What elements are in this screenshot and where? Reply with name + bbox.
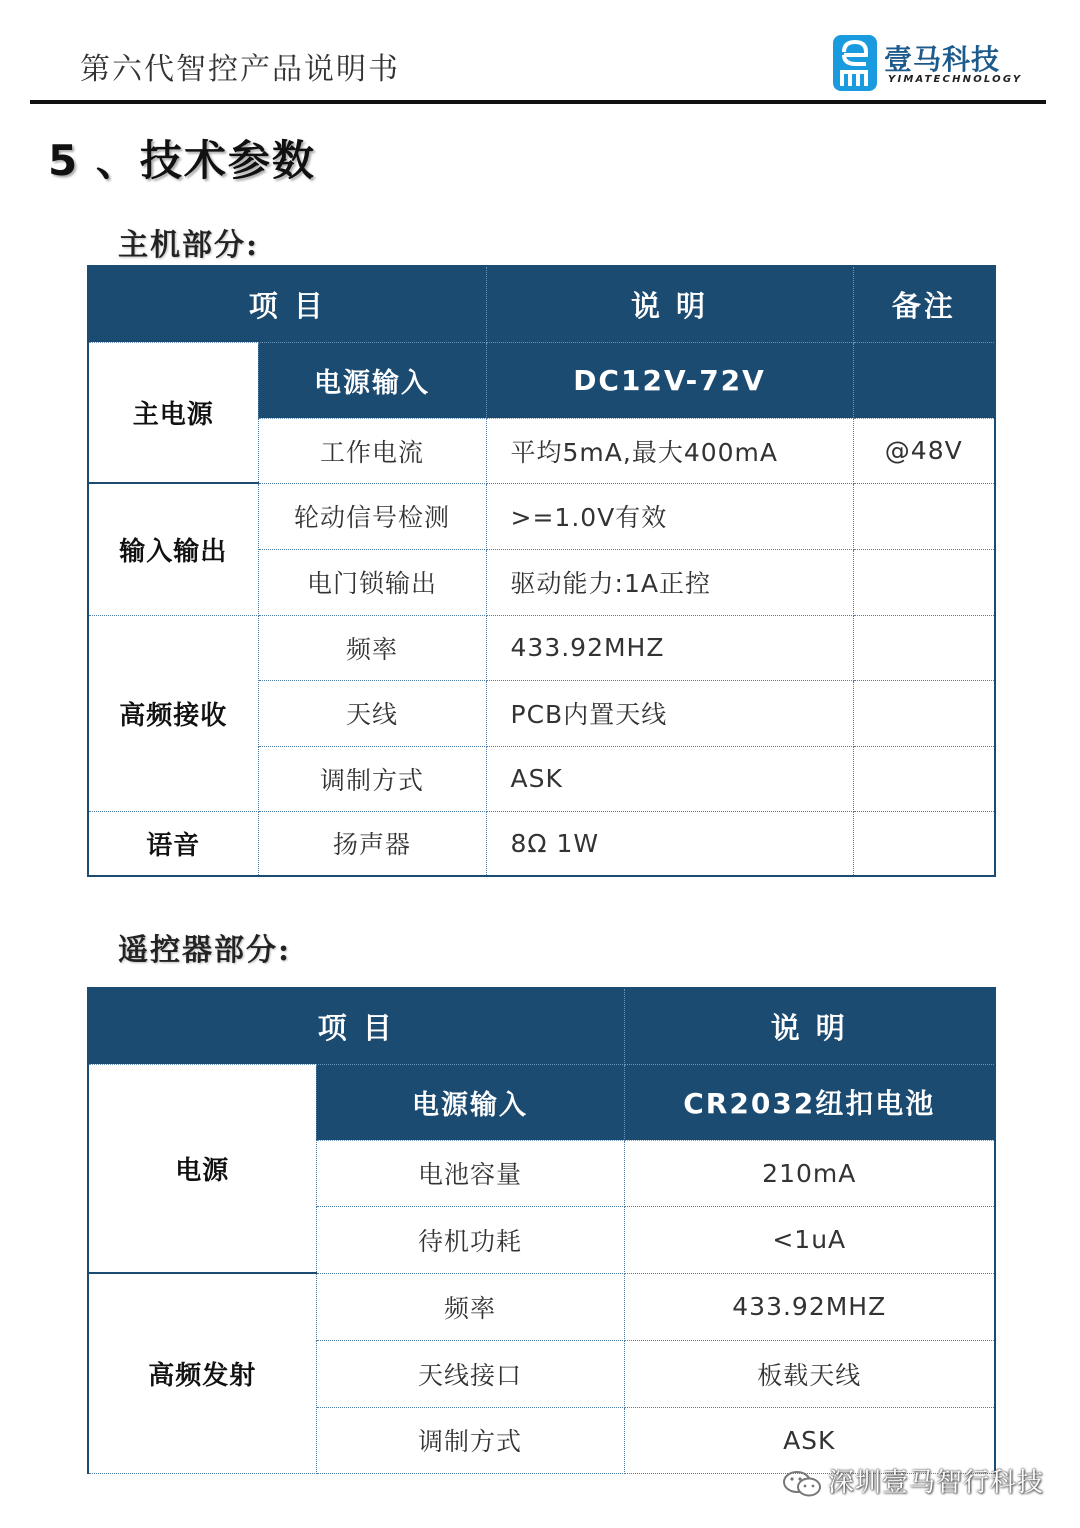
row-note	[853, 483, 995, 549]
row-label: 调制方式	[258, 746, 486, 811]
row-label: 电池容量	[316, 1140, 624, 1206]
row-label: 轮动信号检测	[258, 483, 486, 549]
row-label: 电门锁输出	[258, 549, 486, 615]
logo-name: 壹马科技	[884, 43, 1001, 76]
row-value: 433.92MHZ	[486, 615, 853, 680]
row-value: ASK	[486, 746, 853, 811]
table-header-row	[88, 266, 995, 342]
row-label: 工作电流	[258, 418, 486, 483]
wechat-icon	[782, 1469, 822, 1499]
row-value: ASK	[624, 1407, 995, 1473]
row-value: 8Ω 1W	[486, 811, 853, 876]
row-value: 驱动能力:1A正控	[486, 549, 853, 615]
row-note	[853, 811, 995, 876]
table-row	[88, 1273, 995, 1340]
logo-subtitle: YIMATECHNOLOGY	[888, 74, 1023, 85]
watermark-text: 深圳壹马智行科技	[828, 1468, 1045, 1498]
watermark	[782, 1462, 1044, 1499]
row-note	[853, 549, 995, 615]
row-label: 待机功耗	[316, 1206, 624, 1273]
row-value: 平均5mA,最大400mA	[486, 418, 853, 483]
group-voice: 语音	[88, 811, 258, 876]
row-value: CR2032纽扣电池	[624, 1064, 995, 1140]
company-logo	[832, 34, 1022, 96]
table-row	[88, 483, 995, 549]
group-power: 电源	[88, 1064, 316, 1273]
host-section-title: 主机部分:	[118, 228, 260, 263]
row-value: 210mA	[624, 1140, 995, 1206]
row-label: 天线	[258, 680, 486, 746]
header-desc: 说 明	[624, 988, 995, 1064]
host-spec-table	[87, 265, 996, 877]
remote-section-title: 遥控器部分:	[118, 933, 292, 968]
table-row	[88, 342, 995, 418]
row-label: 频率	[316, 1273, 624, 1340]
row-value: >=1.0V有效	[486, 483, 853, 549]
row-value: 433.92MHZ	[624, 1273, 995, 1340]
group-main-power: 主电源	[88, 342, 258, 483]
table-header-row	[88, 988, 995, 1064]
row-label: 天线接口	[316, 1340, 624, 1407]
row-value: <1uA	[624, 1206, 995, 1273]
header-rule	[30, 100, 1046, 104]
row-note	[853, 680, 995, 746]
header-desc: 说 明	[486, 266, 853, 342]
row-label: 电源输入	[316, 1064, 624, 1140]
row-label: 电源输入	[258, 342, 486, 418]
section-heading: 5 、技术参数	[48, 136, 316, 185]
row-note	[853, 746, 995, 811]
remote-spec-table	[87, 987, 996, 1474]
row-value: DC12V-72V	[486, 342, 853, 418]
table-row	[88, 811, 995, 876]
row-label: 调制方式	[316, 1407, 624, 1473]
row-value: PCB内置天线	[486, 680, 853, 746]
header-item: 项 目	[88, 266, 486, 342]
logo-em-icon	[832, 34, 878, 92]
header-item: 项 目	[88, 988, 624, 1064]
row-value: 板载天线	[624, 1340, 995, 1407]
row-note: @48V	[853, 418, 995, 483]
table-row	[88, 615, 995, 680]
row-label: 扬声器	[258, 811, 486, 876]
group-rf-transmit: 高频发射	[88, 1273, 316, 1473]
table-row	[88, 1064, 995, 1140]
group-io: 输入输出	[88, 483, 258, 615]
group-rf-receive: 高频接收	[88, 615, 258, 811]
document-title: 第六代智控产品说明书	[80, 52, 400, 87]
row-note	[853, 342, 995, 418]
row-note	[853, 615, 995, 680]
header-note: 备注	[853, 266, 995, 342]
row-label: 频率	[258, 615, 486, 680]
